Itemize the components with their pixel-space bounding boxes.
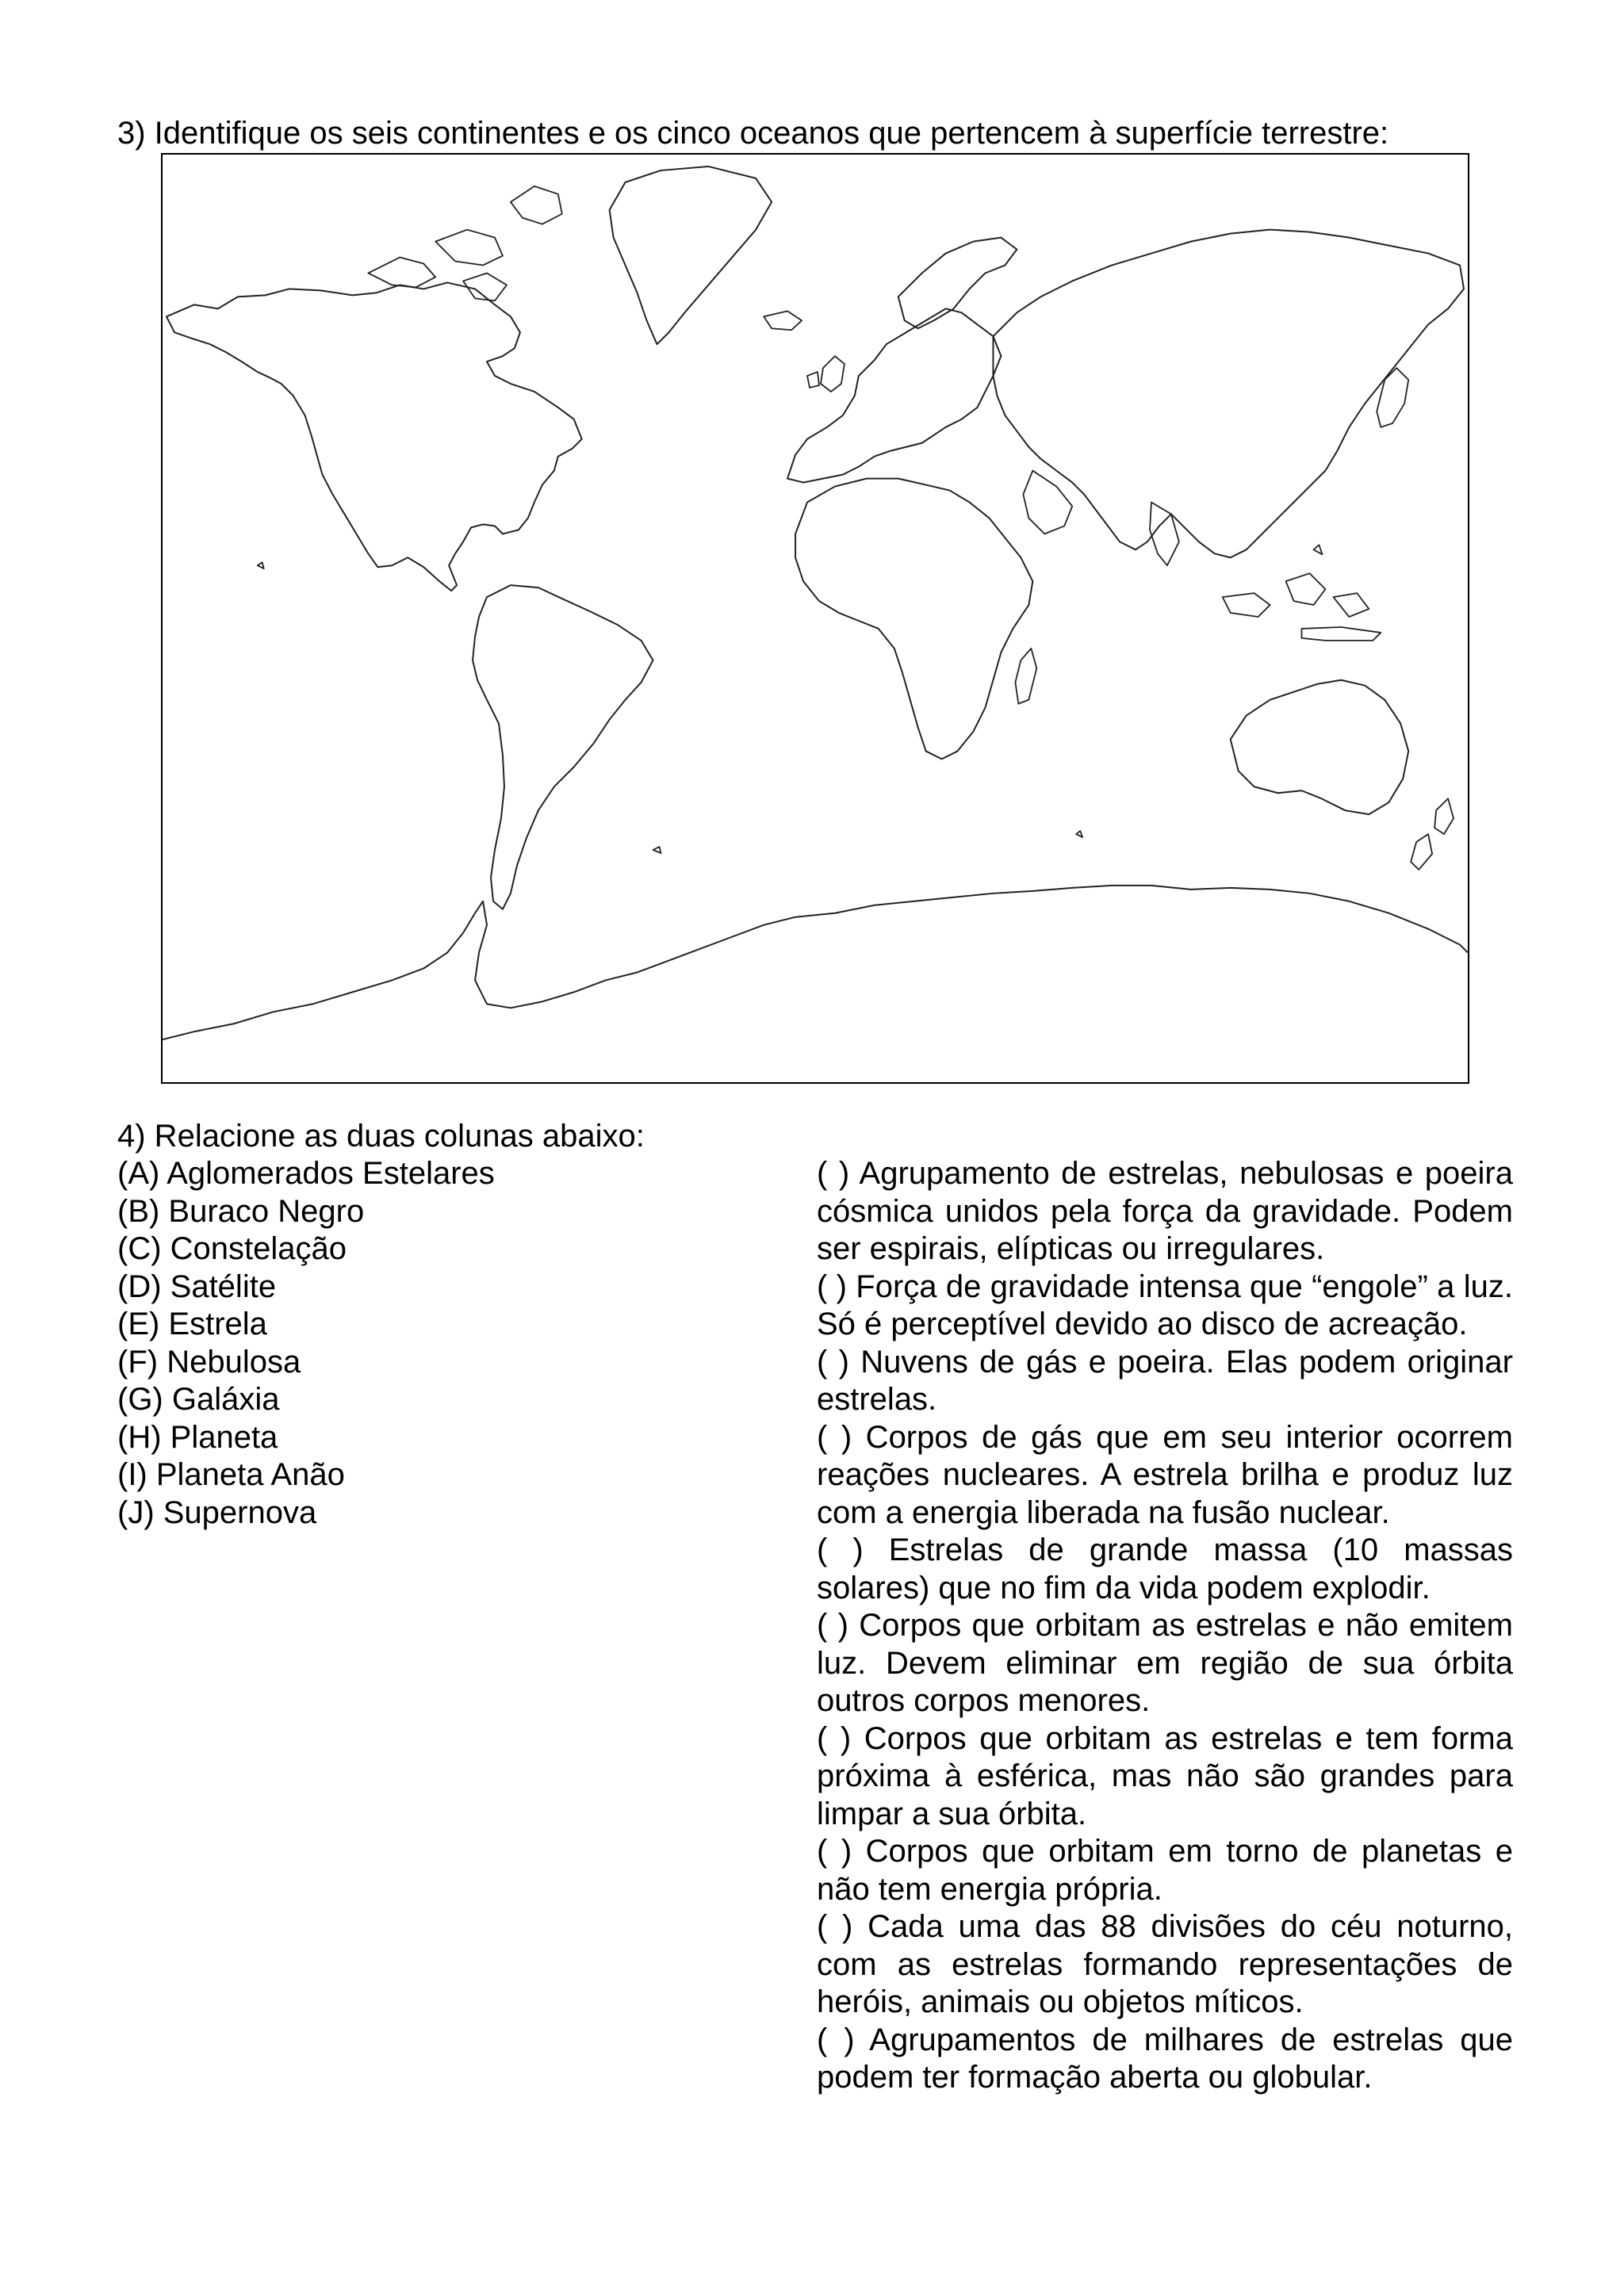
africa-outline <box>795 479 1032 760</box>
scandinavia-outline <box>898 238 1017 329</box>
british-isles-outline <box>807 356 845 392</box>
option-g: (G) Galáxia <box>117 1382 280 1417</box>
statement-10: ( ) Agrupamentos de milhares de estrelas que podem ter formação aberta ou globular. <box>817 2022 1513 2095</box>
option-e: (E) Estrela <box>117 1307 267 1341</box>
statement-6: ( ) Corpos que orbitam as estrelas e não emitem luz. Devem eliminar em região de sua órbita outros corpos menores. <box>817 1608 1513 1718</box>
europe-outline <box>787 308 1001 482</box>
indonesia-outline <box>1223 573 1381 641</box>
question-4-title: 4) Relacione as duas colunas abaixo: <box>117 1119 645 1154</box>
question-3-title: 3) Identifique os seis continentes e os cinco oceanos que pertencem à superfície terrestre: <box>117 116 1389 151</box>
option-b: (B) Buraco Negro <box>117 1193 365 1229</box>
statement-1: ( ) Agrupamento de estrelas, nebulosas e poeira cósmica unidos pela força da gravidade. Podem ser espirais, elípticas ou irregulares. <box>817 1156 1513 1266</box>
north-america-outline <box>167 282 582 591</box>
asia-outline <box>993 230 1464 558</box>
statement-4: ( ) Corpos de gás que em seu interior ocorrem reações nucleares. A estrela brilha e produz luz com a energia liberada na fusão nuclear. <box>817 1419 1513 1530</box>
option-f: (F) Nebulosa <box>117 1344 301 1380</box>
option-j: (J) Supernova <box>117 1494 317 1530</box>
iceland-outline <box>764 311 802 330</box>
world-map-outline <box>163 155 1468 1082</box>
australia-outline <box>1231 680 1408 814</box>
small-islands-outline <box>258 545 1323 853</box>
world-map-blank <box>161 153 1469 1084</box>
new-zealand-outline <box>1411 798 1454 870</box>
japan-outline <box>1377 368 1408 427</box>
south-america-outline <box>473 585 653 909</box>
option-a: (A) Aglomerados Estelares <box>117 1156 495 1191</box>
options-column <box>117 1155 752 1532</box>
statements-column <box>817 1155 1513 2097</box>
arctic-islands-outline <box>368 186 561 301</box>
greenland-outline <box>610 166 772 344</box>
statement-9: ( ) Cada uma das 88 divisões do céu noturno, com as estrelas formando representações de heróis, animais ou objetos míticos. <box>817 1909 1513 2019</box>
statement-8: ( ) Corpos que orbitam em torno de planetas e não tem energia própria. <box>817 1834 1513 1907</box>
antarctica-outline <box>163 886 1468 1039</box>
option-h: (H) Planeta <box>117 1419 278 1455</box>
option-d: (D) Satélite <box>117 1269 277 1304</box>
statement-7: ( ) Corpos que orbitam as estrelas e tem forma próxima à esférica, mas não são grandes para limpar a sua órbita. <box>817 1720 1513 1831</box>
statement-5: ( ) Estrelas de grande massa (10 massas solares) que no fim da vida podem explodir. <box>817 1533 1513 1605</box>
madagascar-outline <box>1015 649 1036 704</box>
option-i: (I) Planeta Anão <box>117 1457 345 1492</box>
option-c: (C) Constelação <box>117 1231 347 1266</box>
statement-3: ( ) Nuvens de gás e poeira. Elas podem originar estrelas. <box>817 1344 1513 1417</box>
statement-2: ( ) Força de gravidade intensa que “engole” a luz. Só é perceptível devido ao disco de acreação. <box>817 1269 1513 1341</box>
